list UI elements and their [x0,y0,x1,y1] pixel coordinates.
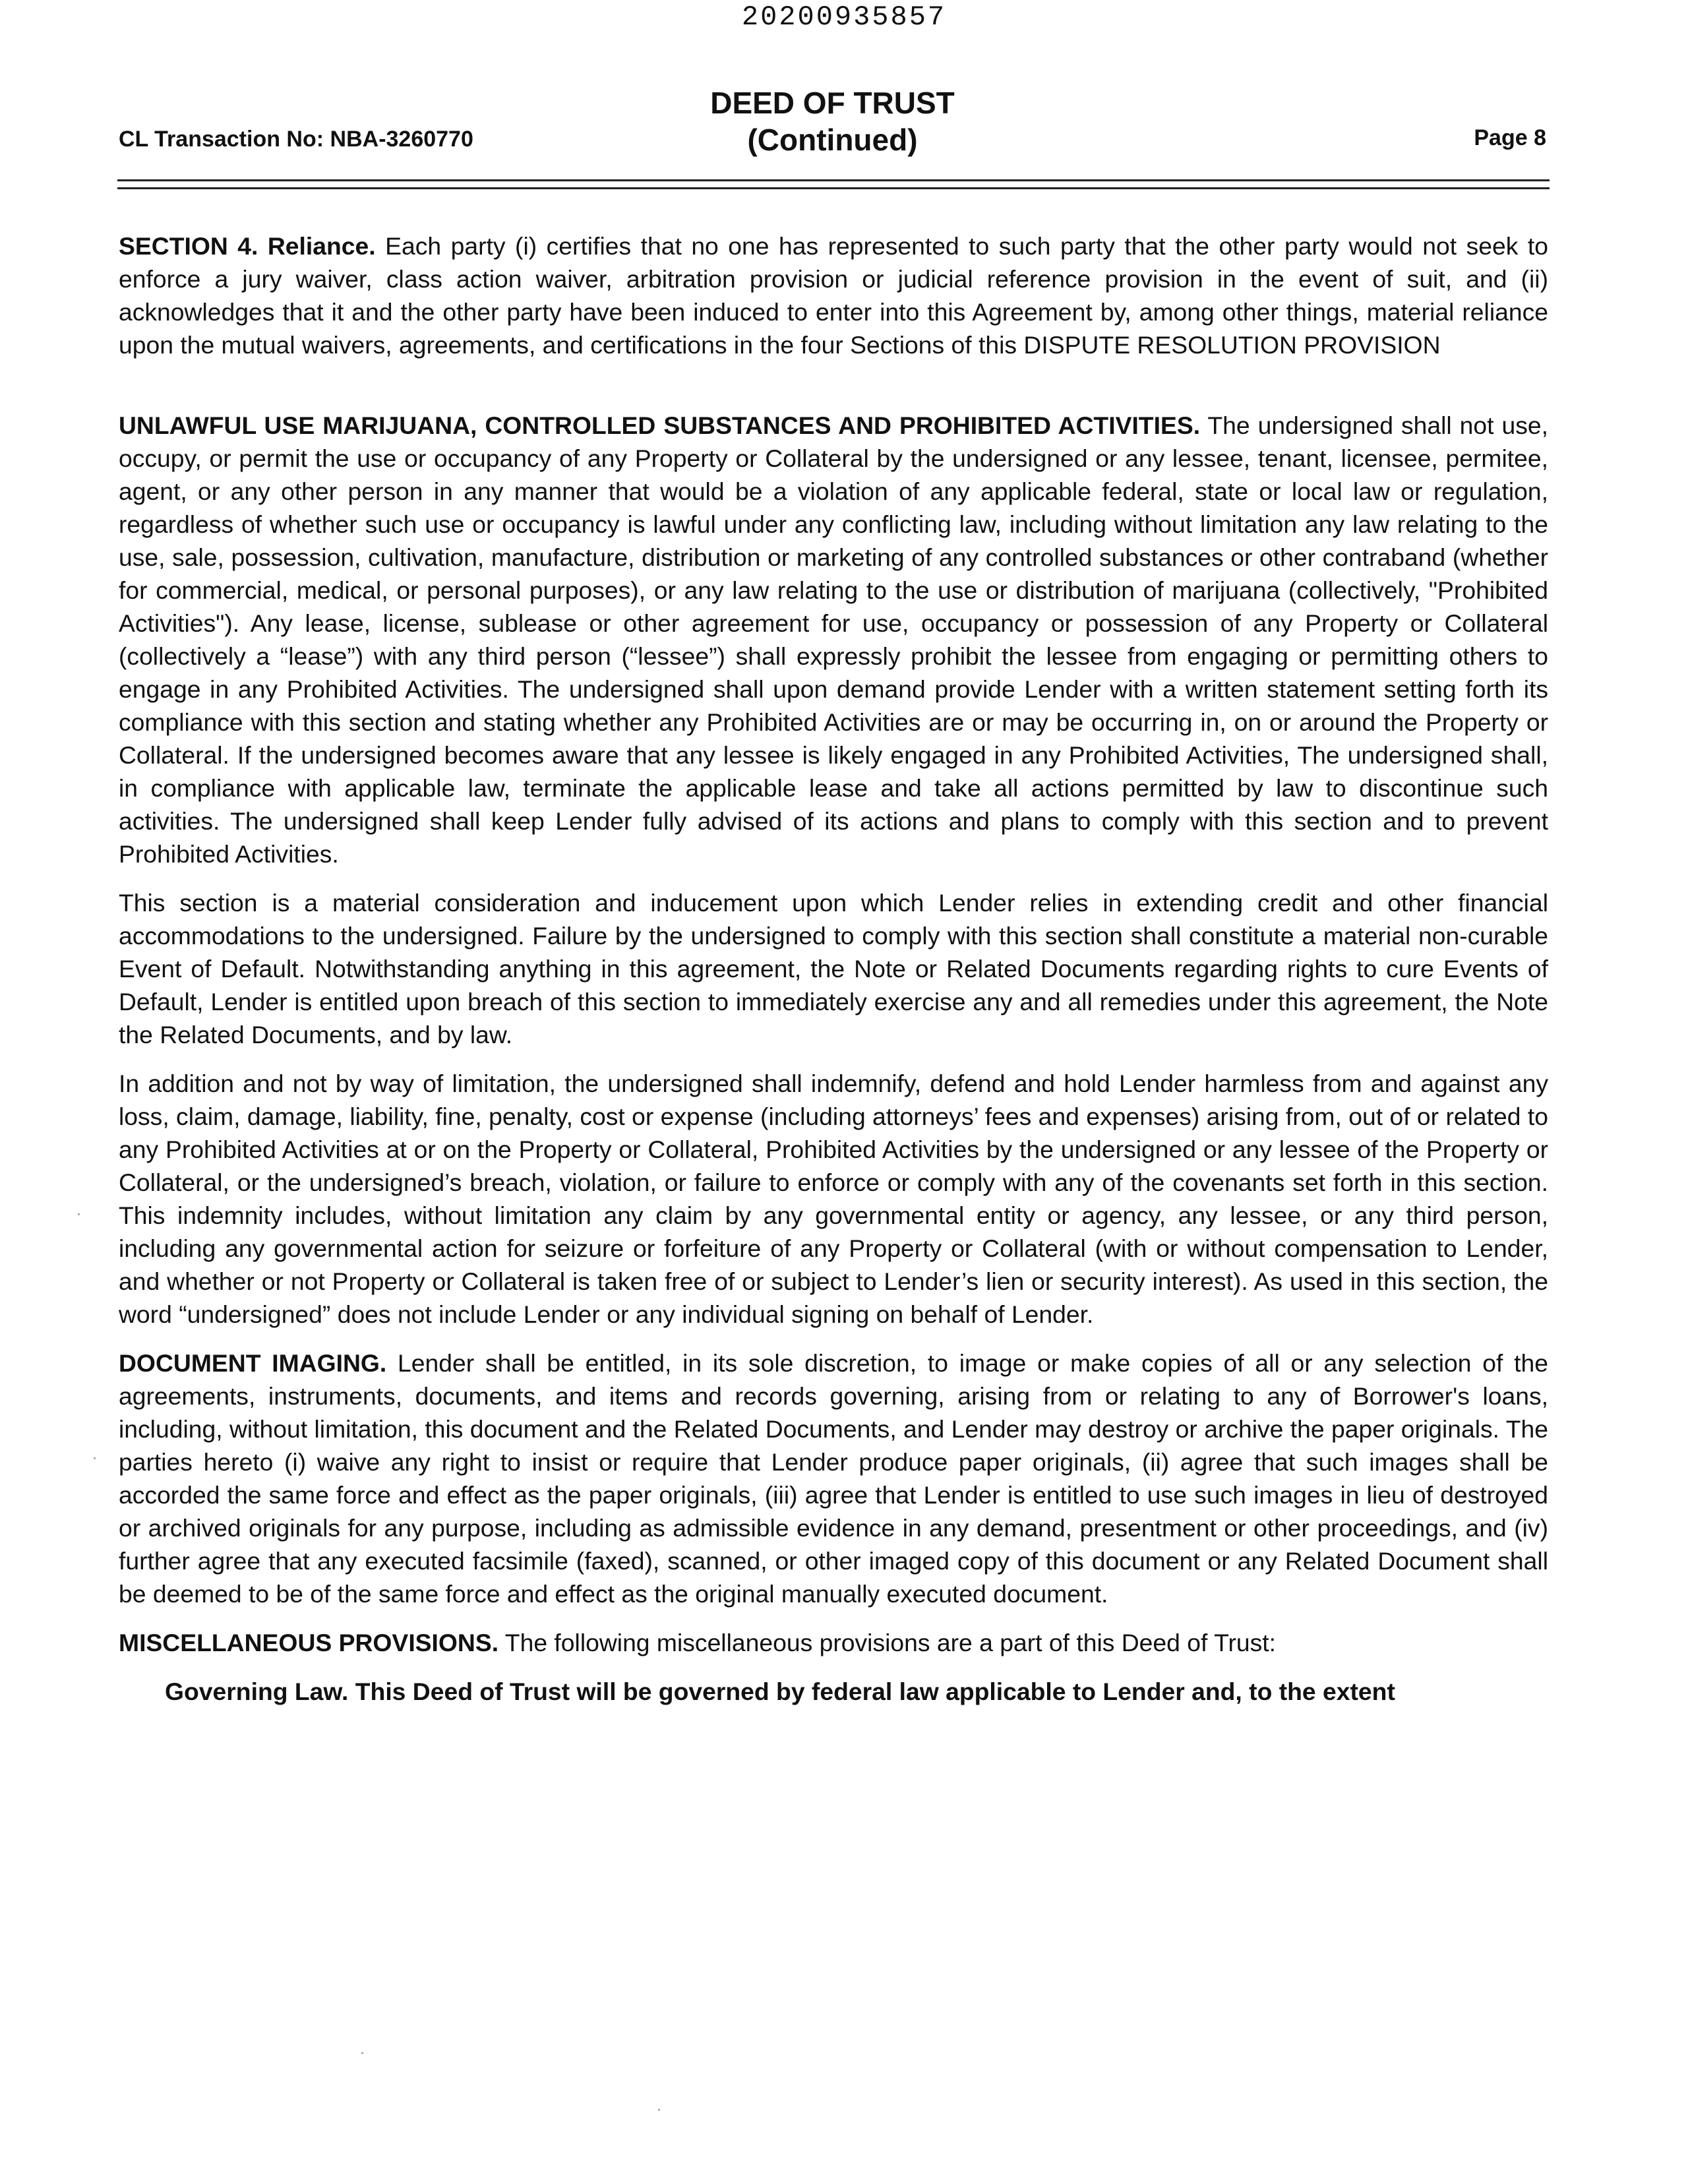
section-unlawful-use-paragraph-3: In addition and not by way of limitation, the undersigned shall indemnify, defend and hold Lender harmless from and against any loss, claim, damage, liability, fine, penalty, cost or expense (including attorneys’ fees and expenses) arising from, out of or related to any Prohibited Activities at or on the Property or Collateral, Prohibited Activities by the undersigned or any lessee of the Property or Collateral, or the undersigned’s breach, violation, or failure to enforce or comply with any of the covenants set forth in this section. This indemnity includes, without limitation any claim by any governmental entity or agency, any lessee, or any third person, including any governmental action for seizure or forfeiture of any Property or Collateral (with or without compensation to Lender, and whether or not Property or Collateral is taken free of or subject to Lender’s lien or security interest). As used in this section, the word “undersigned” does not include Lender or any individual signing on behalf of Lender. [119,1070,1548,1328]
subsection-text: This Deed of Trust will be governed by federal law applicable to Lender and, to the extent [348,1678,1395,1705]
transaction-number: CL Transaction No: NBA-3260770 [119,127,473,152]
scan-speck [658,2109,660,2111]
section-reliance [119,229,1548,361]
scan-speck [78,1213,80,1215]
title-line-2: (Continued) [747,123,918,157]
scan-speck [94,1457,96,1459]
section-text: Lender shall be entitled, in its sole discretion, to image or make copies of all or any selection of the agreements, instruments, documents, and items and records governing, arising from or relating to any of Borrower's loans, including, without limitation, this document and the Related Documents, and Lender may destroy or archive the paper originals. The parties hereto (i) waive any right to insist or require that Lender produce paper originals, (ii) agree that such images shall be accorded the same force and effect as the paper originals, (iii) agree that Lender is entitled to use such images in lieu of destroyed or archived originals for any purpose, including as admissible evidence in any demand, presentment or other proceedings, and (iv) further agree that any executed facsimile (faxed), scanned, or other imaged copy of this document or any Related Document shall be deemed to be of the same force and effect as the original manually executed document. [119,1349,1549,1608]
section-unlawful-use [119,409,1548,870]
subsection-governing-law [165,1675,1548,1708]
section-heading: MISCELLANEOUS PROVISIONS. [119,1629,499,1656]
subsection-heading: Governing Law. [165,1678,349,1705]
scan-speck [361,2052,363,2054]
section-heading: SECTION 4. Reliance. [119,232,376,260]
header-rule-bottom [117,187,1550,189]
section-text: The following miscellaneous provisions are a part of this Deed of Trust: [498,1629,1277,1656]
section-miscellaneous [119,1626,1548,1659]
document-title [119,84,1546,158]
title-line-1: DEED OF TRUST [710,86,955,120]
recording-number: 20200935857 [741,1,947,33]
section-text: Each party (i) certifies that no one has represented to such party that the other party would not seek to enforce a jury waiver, class action waiver, arbitration provision or judicial reference provision in the event of suit, and (ii) acknowledges that it and the other party have been induced to enter into this Agreement by, among other things, material reliance upon the mutual waivers, agreements, and certifications in the four Sections of this DISPUTE RESOLUTION PROVISION [119,232,1548,359]
header-rule-top [117,179,1550,181]
section-document-imaging [119,1347,1548,1610]
section-heading: DOCUMENT IMAGING. [119,1349,387,1377]
page-header [119,84,1546,164]
document-body [119,229,1548,1724]
section-heading: UNLAWFUL USE MARIJUANA, CONTROLLED SUBSTANCES AND PROHIBITED ACTIVITIES. [119,411,1201,439]
section-text: The undersigned shall not use, occupy, or permit the use or occupancy of any Property or Collateral by the undersigned or any lessee, tenant, licensee, permitee, agent, or any other person in any manner that would be a violation of any applicable federal, state or local law or regulation, regardless of whether such use or occupancy is lawful under any conflicting law, including without limitation any law relating to the use, sale, possession, cultivation, manufacture, distribution or marketing of any controlled substances or other contraband (whether for commercial, medical, or personal purposes), or any law relating to the use or distribution of marijuana (collectively, "Prohibited Activities"). Any lease, license, sublease or other agreement for use, occupancy or possession of any Property or Collateral (collectively a “lease”) with any third person (“lessee”) shall expressly prohibit the lessee from engaging or permitting others to engage in any Prohibited Activities. The undersigned shall upon demand provide Lender with a written statement setting forth its compliance with this section and stating whether any Prohibited Activities are or may be occurring in, on or around the Property or Collateral. If the undersigned becomes aware that any lessee is likely engaged in any Prohibited Activities, The undersigned shall, in compliance with applicable law, terminate the applicable lease and take all actions permitted by law to discontinue such activities. The undersigned shall keep Lender fully advised of its actions and plans to comply with this section and to prevent Prohibited Activities. [119,411,1548,868]
section-unlawful-use-paragraph-2: This section is a material consideration and inducement upon which Lender relies in extending credit and other financial accommodations to the undersigned. Failure by the undersigned to comply with this section shall constitute a material non-curable Event of Default. Notwithstanding anything in this agreement, the Note or Related Documents regarding rights to cure Events of Default, Lender is entitled upon breach of this section to immediately exercise any and all remedies under this agreement, the Note the Related Documents, and by law. [119,889,1548,1048]
page-number: Page 8 [1474,125,1546,150]
